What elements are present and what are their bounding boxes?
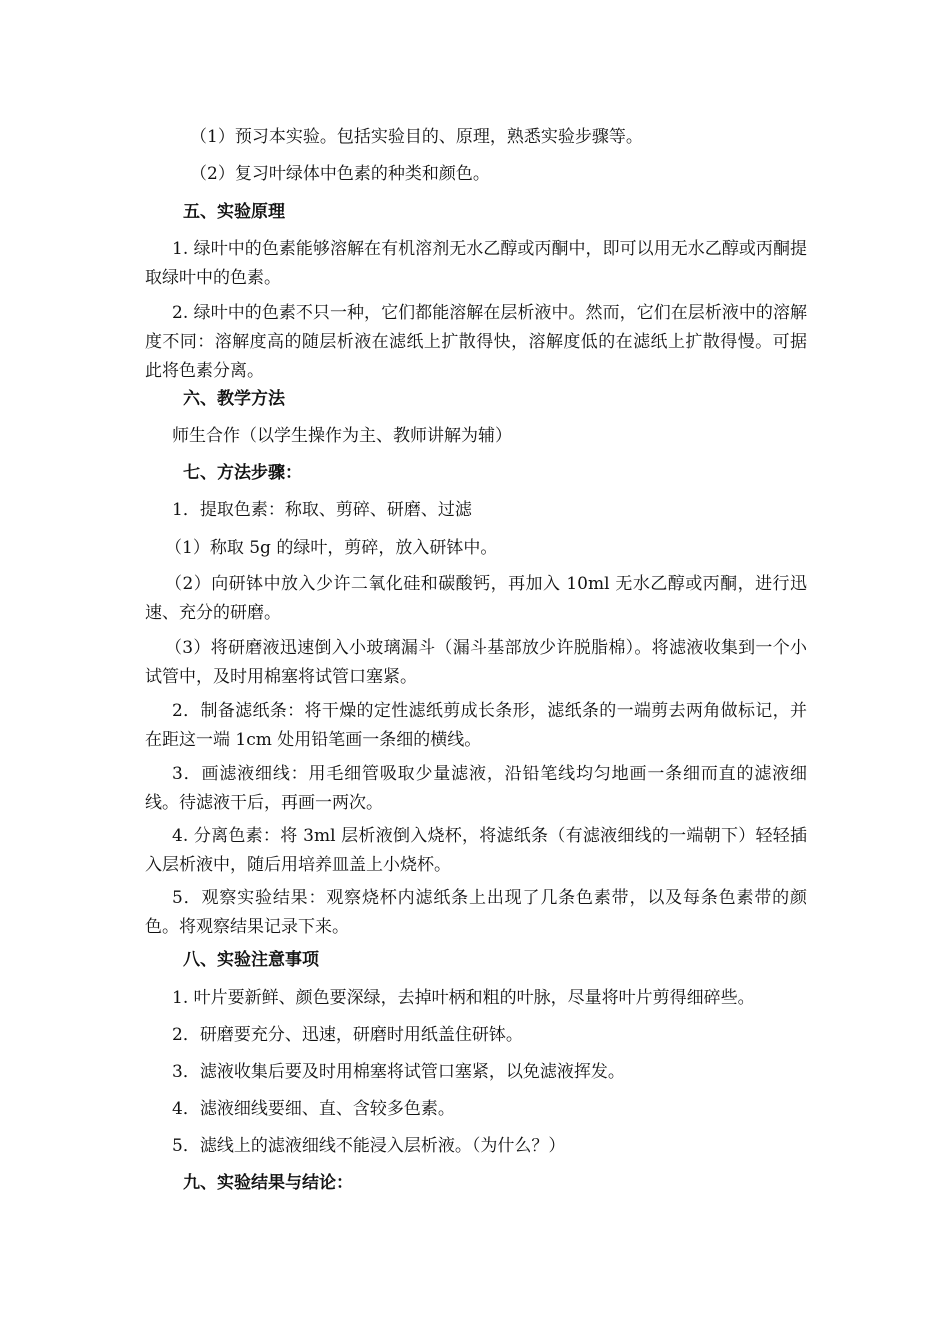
section-heading-steps: 七、方法步骤： (183, 463, 302, 483)
step-4: 4. 分离色素：将 3ml 层析液倒入烧杯，将滤纸条（有滤液细线的一端朝下）轻轻插入层析液中，随后用培养皿盖上小烧杯。 (145, 826, 807, 875)
note-5: 5．滤线上的滤液细线不能浸入层析液。（为什么？） (172, 1136, 566, 1156)
principle-paragraph-1: 1. 绿叶中的色素能够溶解在有机溶剂无水乙醇或丙酮中，即可以用无水乙醇或丙酮提取绿叶中的色素。 (145, 239, 807, 288)
section-heading-results: 九、实验结果与结论： (183, 1173, 353, 1193)
note-1: 1. 叶片要新鲜、颜色要深绿，去掉叶柄和粗的叶脉，尽量将叶片剪得细碎些。 (172, 988, 755, 1008)
principle-paragraph-2: 2. 绿叶中的色素不只一种，它们都能溶解在层析液中。然而，它们在层析液中的溶解度不同：溶解度高的随层析液在滤纸上扩散得快，溶解度低的在滤纸上扩散得慢。可据此将色素分离。 (145, 303, 807, 381)
step-5: 5．观察实验结果：观察烧杯内滤纸条上出现了几条色素带，以及每条色素带的颜色。将观察结果记录下来。 (145, 888, 807, 937)
section-heading-notes: 八、实验注意事项 (183, 950, 319, 970)
note-4: 4．滤液细线要细、直、含较多色素。 (172, 1099, 455, 1119)
note-2: 2．研磨要充分、迅速，研磨时用纸盖住研钵。 (172, 1025, 523, 1045)
section-heading-principle: 五、实验原理 (183, 202, 285, 222)
step-1-sub-3: （3）将研磨液迅速倒入小玻璃漏斗（漏斗基部放少许脱脂棉）。将滤液收集到一个小试管中，及时用棉塞将试管口塞紧。 (145, 638, 807, 687)
step-2: 2．制备滤纸条：将干燥的定性滤纸剪成长条形，滤纸条的一端剪去两角做标记，并在距这一端 1cm 处用铅笔画一条细的横线。 (145, 701, 807, 750)
step-1-sub-1: （1）称取 5g 的绿叶，剪碎，放入研钵中。 (165, 538, 498, 558)
step-1: 1．提取色素：称取、剪碎、研磨、过滤 (172, 500, 472, 520)
step-1-sub-2: （2）向研钵中放入少许二氧化硅和碳酸钙，再加入 10ml 无水乙醇或丙酮，进行迅速、充分的研磨。 (145, 574, 807, 623)
prep-item-2: （2）复习叶绿体中色素的种类和颜色。 (190, 164, 490, 184)
note-3: 3．滤液收集后要及时用棉塞将试管口塞紧，以免滤液挥发。 (172, 1062, 625, 1082)
section-heading-method: 六、教学方法 (183, 389, 285, 409)
prep-item-1: （1）预习本实验。包括实验目的、原理，熟悉实验步骤等。 (190, 127, 643, 147)
method-text: 师生合作（以学生操作为主、教师讲解为辅） (172, 426, 512, 446)
step-3: 3．画滤液细线：用毛细管吸取少量滤液，沿铅笔线均匀地画一条细而直的滤液细线。待滤液干后，再画一两次。 (145, 764, 807, 813)
